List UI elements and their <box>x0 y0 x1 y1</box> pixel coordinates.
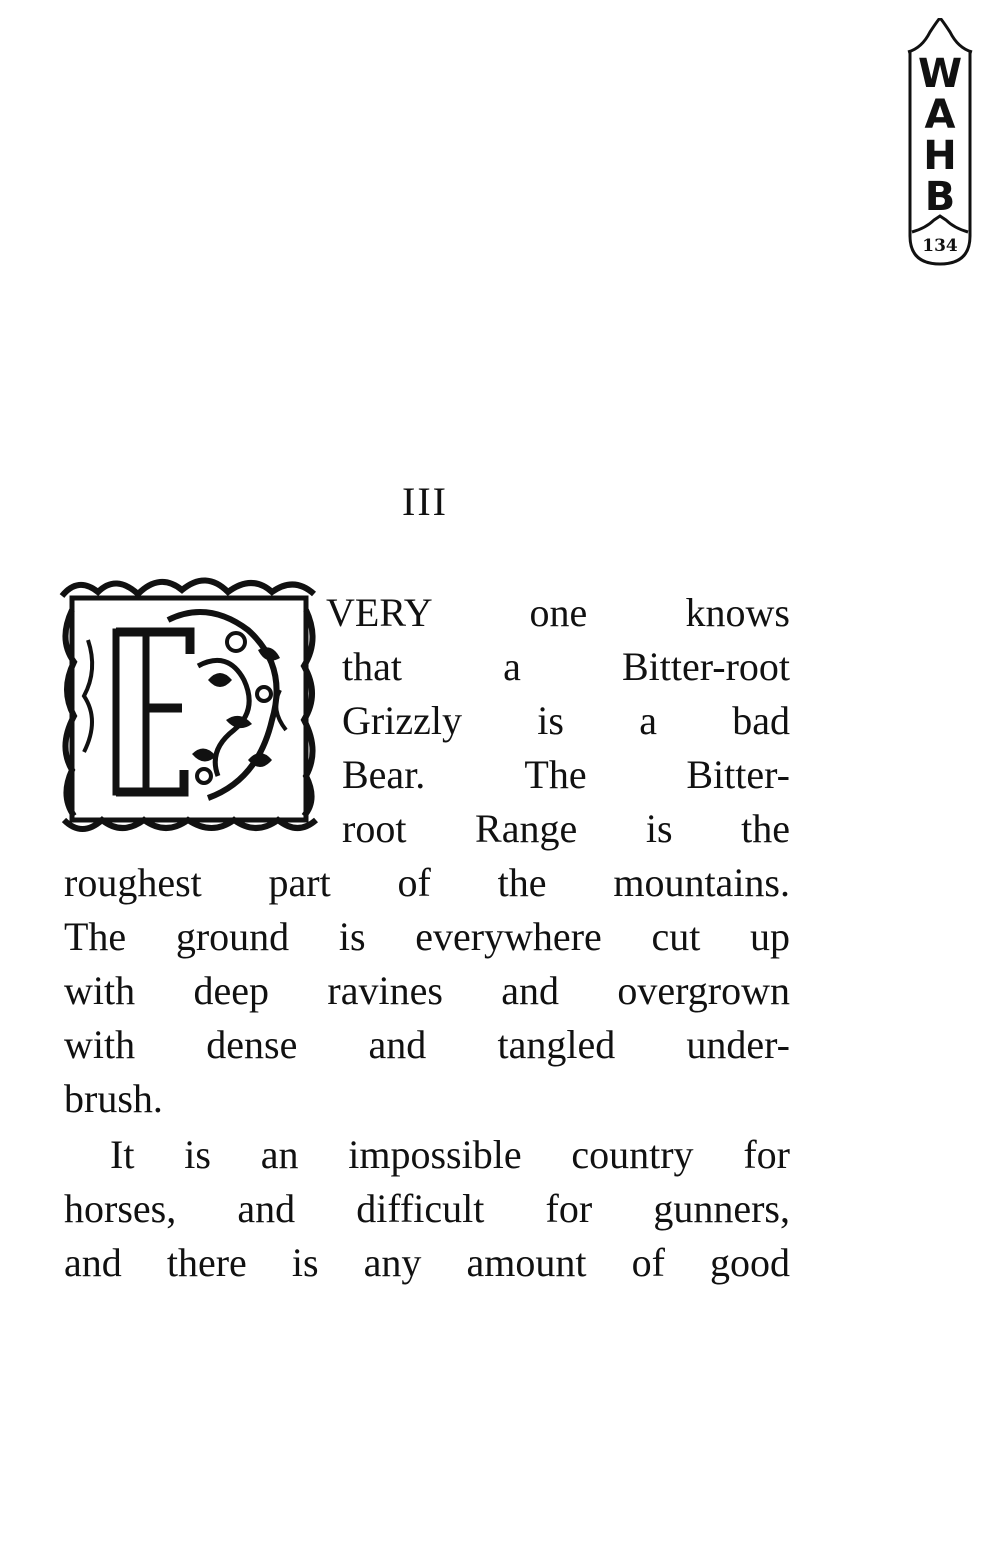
text-line: Grizzly is a bad <box>342 698 790 743</box>
badge-letter: B <box>924 174 956 220</box>
ornamental-initial-e-icon <box>58 570 320 838</box>
text-line: VERY one knows <box>326 590 790 635</box>
badge-letter: H <box>923 133 957 179</box>
text-line: root Range is the <box>342 806 790 851</box>
text-line: horses, and difficult for gunners, <box>64 1186 790 1231</box>
text-line: The ground is everywhere cut up <box>64 914 790 959</box>
text-line: Bear. The Bitter- <box>342 752 790 797</box>
badge-letter: W <box>917 51 963 97</box>
badge-letter: A <box>924 92 956 138</box>
running-head-badge <box>904 18 976 268</box>
text-line: with deep ravines and overgrown <box>64 968 790 1013</box>
page-number: 134 <box>922 236 958 256</box>
text-line: that a Bitter-root <box>342 644 790 689</box>
text-line: roughest part of the mountains. <box>64 860 790 905</box>
badge-letters <box>904 51 976 220</box>
text-line: and there is any amount of good <box>64 1240 790 1285</box>
text-line: with dense and tangled under- <box>64 1022 790 1067</box>
ornamental-initial <box>58 570 320 838</box>
text-line: It is an impossible country for <box>110 1132 790 1177</box>
text-line: brush. <box>64 1076 163 1121</box>
chapter-heading: III <box>402 479 448 524</box>
